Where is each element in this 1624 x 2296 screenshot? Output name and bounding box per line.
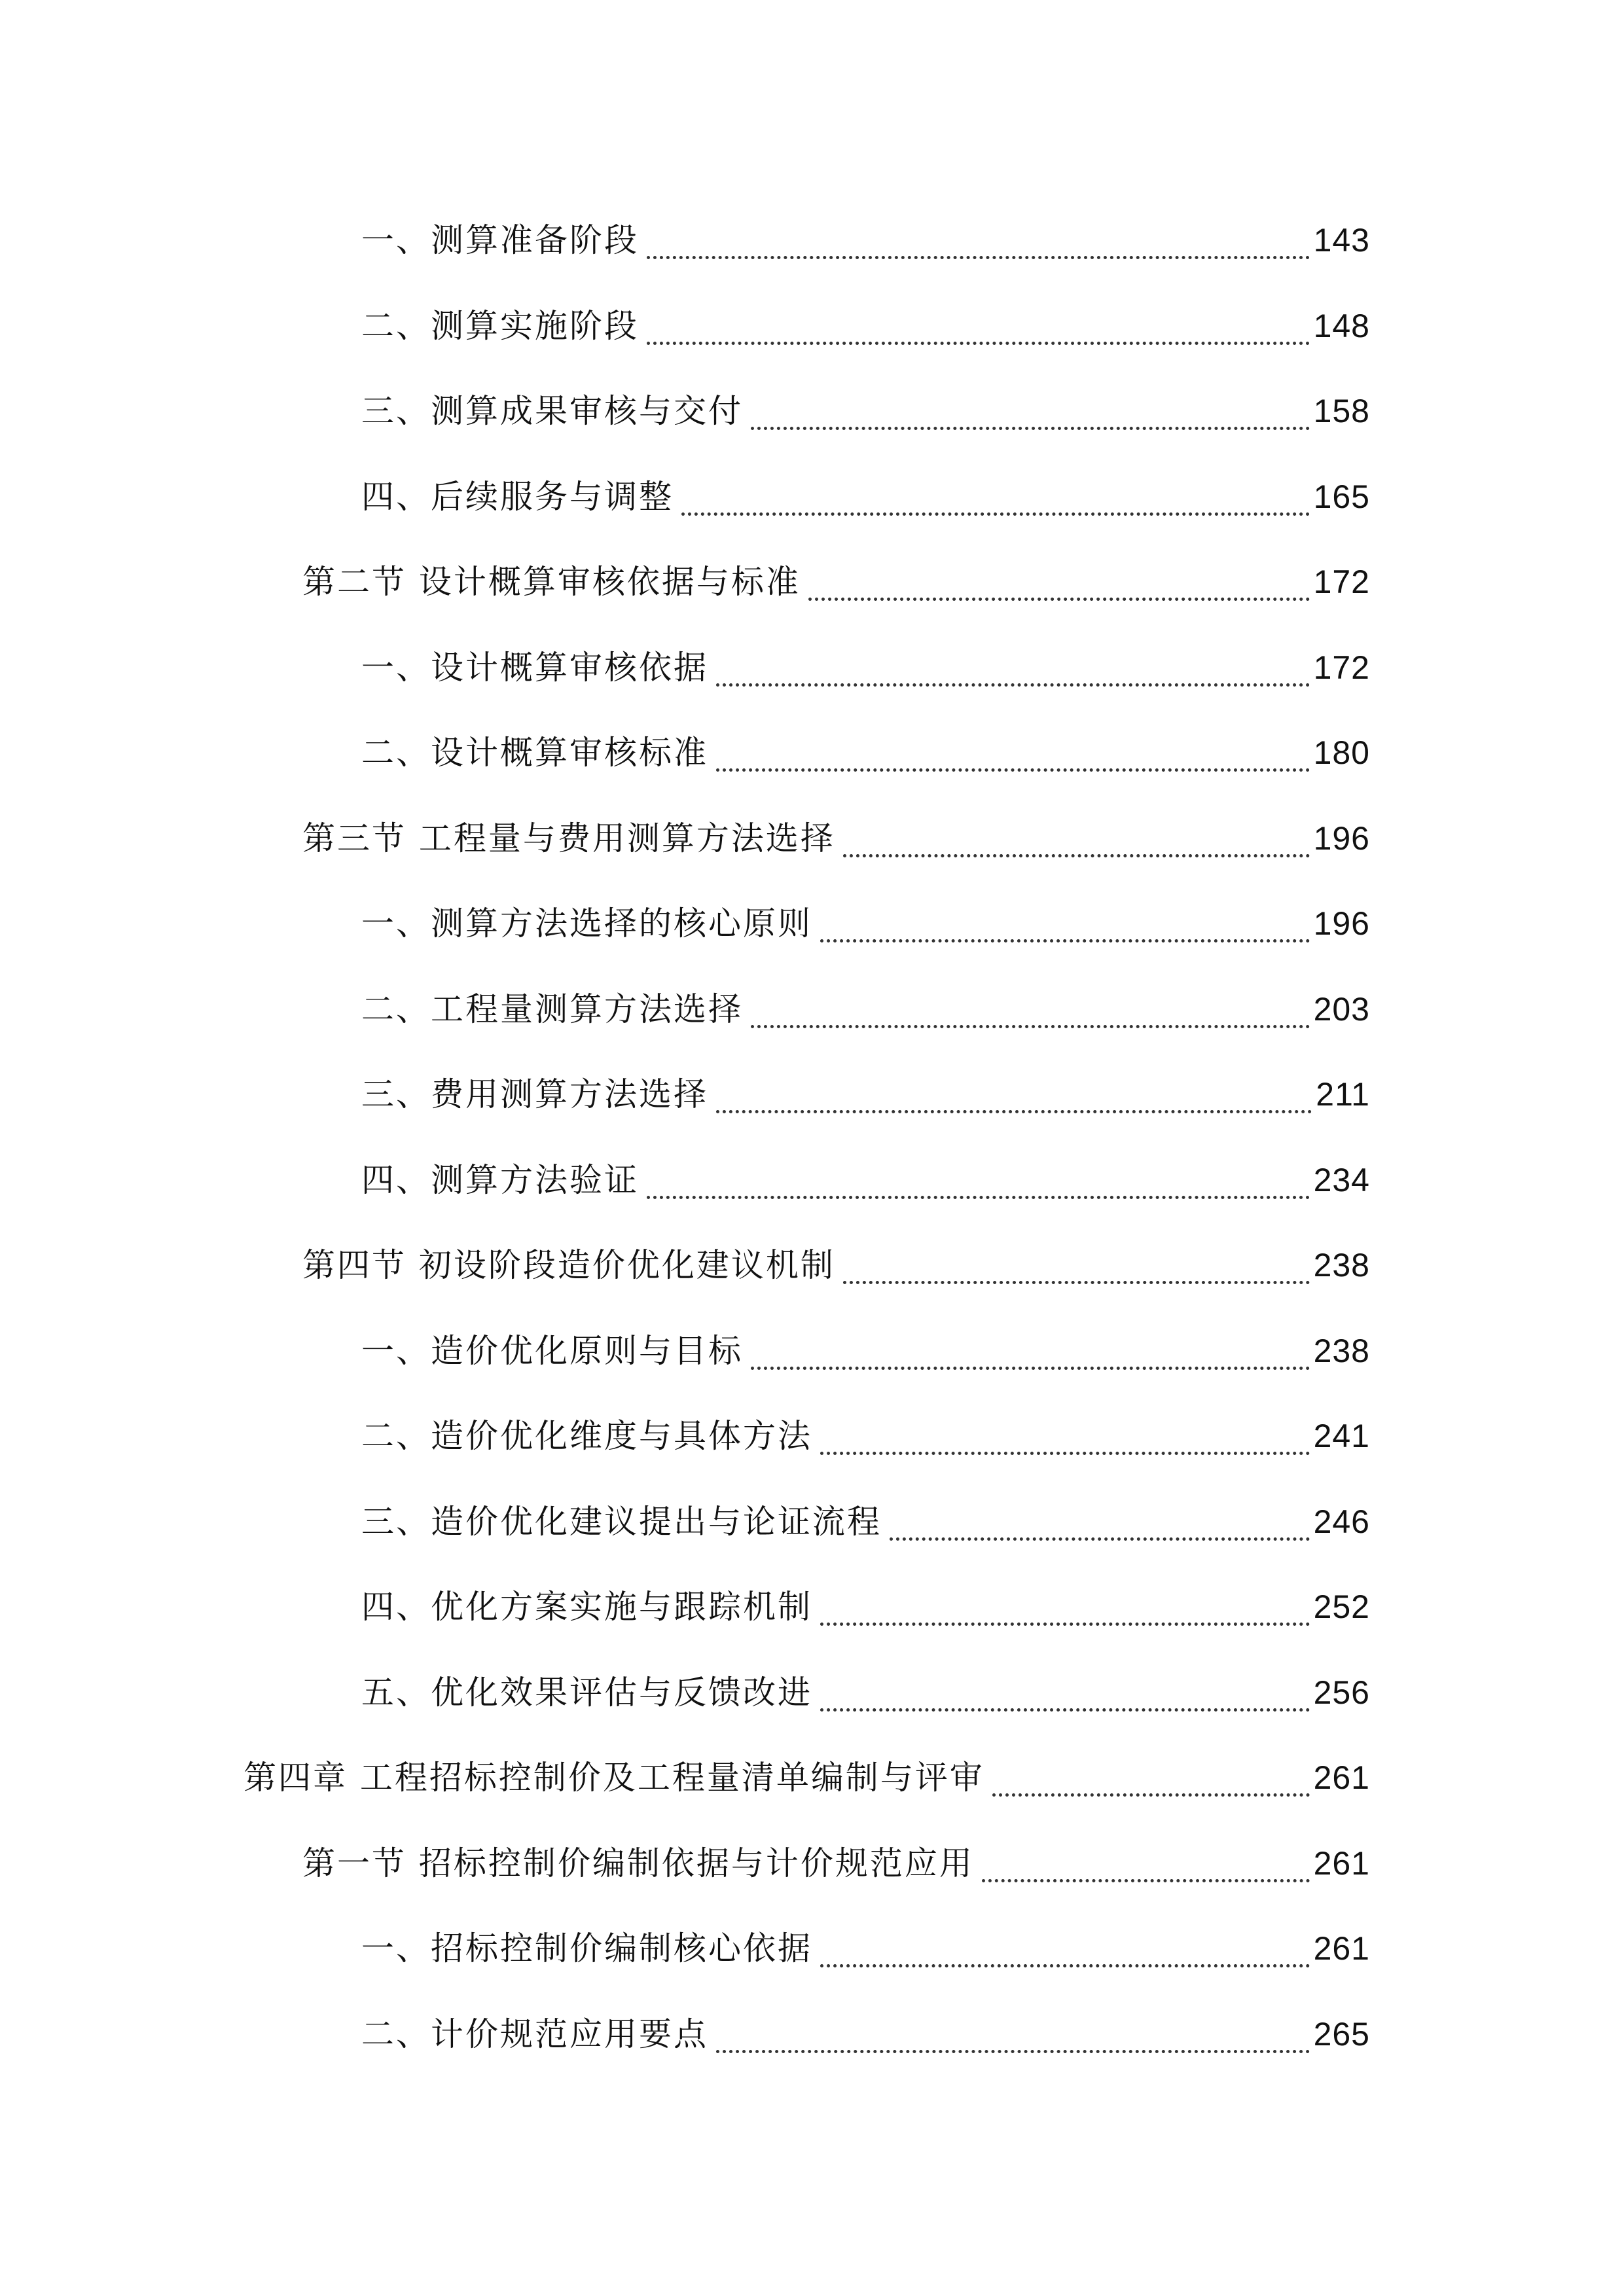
toc-entry-page: 196: [1313, 905, 1370, 942]
toc-entry[interactable]: [361, 980, 1370, 1039]
toc-entry-page: 241: [1313, 1418, 1370, 1454]
toc-entry[interactable]: [361, 2005, 1370, 2064]
dot-leader: [820, 1623, 1310, 1626]
toc-entry-label: 一、招标控制价编制核心依据: [361, 1929, 812, 1967]
toc-entry[interactable]: [361, 382, 1370, 440]
toc-entry-label: 三、造价优化建议提出与论证流程: [361, 1503, 882, 1541]
toc-entry[interactable]: [361, 1407, 1370, 1465]
toc-entry[interactable]: [302, 552, 1370, 611]
toc-entry[interactable]: [361, 1577, 1370, 1636]
dot-leader: [751, 1367, 1310, 1370]
toc-entry[interactable]: [361, 1151, 1370, 1210]
toc-entry[interactable]: [361, 1663, 1370, 1722]
toc-entry-page: 180: [1313, 734, 1370, 771]
dot-leader: [820, 1452, 1310, 1455]
toc-entry-page: 234: [1313, 1162, 1370, 1198]
toc-entry-label: 二、工程量测算方法选择: [361, 990, 743, 1028]
dot-leader: [982, 1879, 1310, 1882]
toc-entry-label: 第二节 设计概算审核依据与标准: [302, 563, 801, 601]
dot-leader: [820, 939, 1310, 942]
dot-leader: [681, 512, 1310, 516]
toc-entry-page: 158: [1313, 393, 1370, 429]
toc-entry-label: 四、测算方法验证: [361, 1161, 639, 1199]
toc-entry[interactable]: [361, 467, 1370, 526]
toc-entry[interactable]: [361, 1919, 1370, 1978]
toc-entry[interactable]: [361, 894, 1370, 953]
toc-entry-label: 一、造价优化原则与目标: [361, 1332, 743, 1370]
dot-leader: [751, 427, 1310, 430]
dot-leader: [647, 256, 1310, 259]
toc-entry-page: 172: [1313, 564, 1370, 600]
toc-entry[interactable]: [361, 638, 1370, 697]
dot-leader: [716, 1110, 1312, 1113]
dot-leader: [890, 1537, 1310, 1541]
toc-entry[interactable]: [361, 1065, 1370, 1124]
toc-entry-page: 246: [1313, 1503, 1370, 1540]
toc-entry-page: 203: [1313, 991, 1370, 1028]
dot-leader: [843, 1281, 1310, 1284]
dot-leader: [808, 598, 1310, 601]
toc-entry[interactable]: [361, 723, 1370, 782]
dot-leader: [820, 1708, 1310, 1712]
toc-entry-page: 261: [1313, 1930, 1370, 1967]
toc-entry-label: 第一节 招标控制价编制依据与计价规范应用: [302, 1844, 974, 1882]
toc-entry-page: 172: [1313, 649, 1370, 686]
toc-entry[interactable]: [361, 1321, 1370, 1380]
toc-entry[interactable]: [361, 211, 1370, 270]
dot-leader: [647, 1196, 1310, 1199]
toc-entry-label: 一、测算准备阶段: [361, 221, 639, 259]
toc-entry-label: 二、测算实施阶段: [361, 307, 639, 345]
toc-entry-label: 一、测算方法选择的核心原则: [361, 905, 812, 942]
toc-entry[interactable]: [302, 809, 1370, 868]
toc-entry[interactable]: [361, 296, 1370, 355]
dot-leader: [647, 342, 1310, 345]
toc-entry-label: 四、优化方案实施与跟踪机制: [361, 1588, 812, 1626]
toc-entry-page: 196: [1313, 820, 1370, 857]
toc-entry[interactable]: [361, 1492, 1370, 1551]
toc-entry[interactable]: [302, 1834, 1370, 1893]
dot-leader: [992, 1793, 1310, 1797]
toc-entry-page: 148: [1313, 308, 1370, 344]
toc-entry-label: 二、设计概算审核标准: [361, 734, 708, 772]
toc-entry-page: 211: [1316, 1076, 1370, 1113]
toc-entry-label: 五、优化效果评估与反馈改进: [361, 1674, 812, 1712]
toc-entry-label: 第四章 工程招标控制价及工程量清单编制与评审: [244, 1759, 984, 1797]
toc-entry-label: 四、后续服务与调整: [361, 478, 674, 516]
dot-leader: [716, 683, 1310, 687]
dot-leader: [716, 2050, 1310, 2053]
toc-entry-page: 256: [1313, 1674, 1370, 1711]
toc-entry-page: 143: [1313, 222, 1370, 259]
toc-entry[interactable]: [244, 1748, 1370, 1807]
toc-entry-page: 261: [1313, 1759, 1370, 1796]
toc-entry-label: 第四节 初设阶段造价优化建议机制: [302, 1246, 835, 1284]
dot-leader: [716, 768, 1310, 772]
toc-entry-page: 252: [1313, 1588, 1370, 1625]
toc-entry-label: 第三节 工程量与费用测算方法选择: [302, 819, 835, 857]
dot-leader: [820, 1964, 1310, 1967]
toc-entry-page: 265: [1313, 2016, 1370, 2053]
toc-entry-page: 261: [1313, 1845, 1370, 1882]
toc-entry-page: 165: [1313, 478, 1370, 515]
toc-entry-label: 一、设计概算审核依据: [361, 649, 708, 687]
toc-entry-page: 238: [1313, 1247, 1370, 1283]
toc-entry[interactable]: [302, 1236, 1370, 1295]
toc-entry-page: 238: [1313, 1333, 1370, 1369]
toc-entry-label: 二、造价优化维度与具体方法: [361, 1417, 812, 1455]
toc-entry-label: 三、测算成果审核与交付: [361, 392, 743, 430]
toc-entry-label: 三、费用测算方法选择: [361, 1075, 708, 1113]
toc-entry-label: 二、计价规范应用要点: [361, 2015, 708, 2053]
dot-leader: [843, 854, 1310, 857]
dot-leader: [751, 1025, 1310, 1028]
